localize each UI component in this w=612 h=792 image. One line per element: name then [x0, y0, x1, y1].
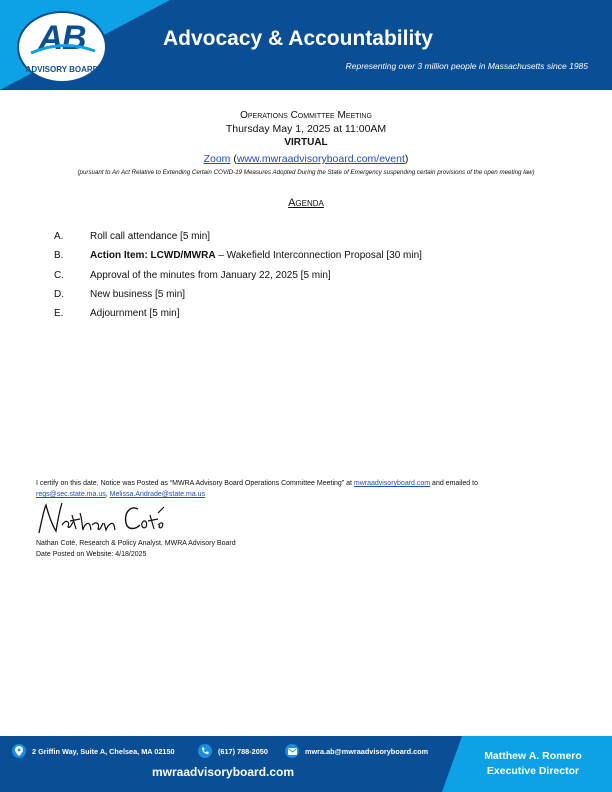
agenda-item	[54, 250, 574, 269]
executive-director-block	[458, 749, 608, 779]
melissa-email-link[interactable]: Melissa.Andrade@state.ma.us	[109, 491, 206, 498]
signer-name: Nathan Coté, Research & Policy Analyst, MWRA Advisory Board	[36, 540, 236, 547]
agenda-item-text	[90, 250, 422, 261]
agenda-item-text	[90, 308, 180, 319]
date-posted: Date Posted on Website: 4/18/2025	[36, 551, 147, 558]
agenda-item-letter: D.	[54, 288, 64, 300]
meeting-datetime: Thursday May 1, 2025 at 11:00AM	[225, 123, 387, 135]
footer-phone	[198, 743, 268, 759]
footer-address	[12, 743, 175, 759]
agenda-item-text-body: Approval of the minutes from January 22, 2025 [5 min]	[90, 269, 331, 281]
agenda-item	[54, 270, 574, 289]
phone-icon	[198, 744, 212, 758]
address-text: 2 Griffin Way, Suite A, Chelsea, MA 02150	[32, 746, 175, 756]
cert-text-before: I certify on this date, Notice was Posted as “MWRA Advisory Board Operations Committee Meeting” at	[36, 480, 354, 487]
agenda-item	[54, 289, 574, 308]
footer-banner	[0, 736, 612, 792]
agenda-item	[54, 231, 574, 250]
legal-note: (pursuant to An Act Relative to Extending Certain COVID-19 Measures Adopted During the State of Emergency suspending certain provisions of the open meeting law)	[77, 169, 535, 176]
cert-text-middle: and emailed to	[430, 480, 478, 487]
meeting-title: Operations Committee Meeting	[240, 110, 372, 121]
agenda-item-text	[90, 231, 210, 242]
email-icon	[285, 744, 299, 758]
logo-letters: AB	[38, 19, 86, 57]
agenda-item-text	[90, 289, 185, 300]
logo-swoosh-icon	[29, 43, 97, 57]
zoom-link[interactable]: Zoom	[203, 153, 231, 165]
zoom-paren-close: )	[404, 153, 409, 165]
event-url-link[interactable]: www.mwraadvisoryboard.com/event	[236, 153, 405, 165]
zoom-line	[0, 153, 612, 165]
email-link[interactable]: mwra.ab@mwraadvisoryboard.com	[305, 746, 429, 756]
location-icon	[12, 744, 26, 758]
logo-text: ADVISORY BOARD	[25, 65, 99, 74]
director-name: Matthew A. Romero	[484, 750, 582, 762]
banner-tagline: Representing over 3 million people in Massachusetts since 1985	[345, 61, 588, 71]
agenda-item	[54, 308, 574, 327]
handwritten-signature	[36, 499, 176, 539]
website-link[interactable]: mwraadvisoryboard.com	[353, 480, 431, 487]
certification-statement	[36, 478, 576, 500]
cert-separator: ,	[105, 491, 110, 498]
agenda-item-text-body: – Wakefield Interconnection Proposal [30 min]	[215, 250, 422, 262]
regs-email-link[interactable]: regs@sec.state.ma.us	[36, 491, 106, 498]
advisory-board-logo	[17, 11, 107, 83]
agenda-item-text-body: New business [5 min]	[90, 288, 186, 300]
banner-title: Advocacy & Accountability	[163, 27, 433, 50]
agenda-item-text	[90, 270, 331, 281]
agenda-item-letter: C.	[54, 269, 64, 281]
agenda-item-text-body: Adjournment [5 min]	[90, 308, 180, 320]
agenda-heading: Agenda	[288, 197, 324, 209]
agenda-item-letter: A.	[54, 231, 64, 242]
phone-text: (617) 788-2050	[218, 746, 268, 756]
meeting-format: VIRTUAL	[284, 137, 328, 148]
letterhead-banner	[0, 0, 612, 90]
signer-block	[36, 538, 236, 560]
agenda-item-letter: E.	[54, 308, 64, 320]
agenda-item-letter: B.	[54, 250, 64, 262]
footer-email	[285, 743, 428, 759]
agenda-item-bold: Action Item: LCWD/MWRA	[90, 250, 216, 262]
agenda-list	[54, 231, 574, 327]
director-title: Executive Director	[486, 765, 580, 777]
agenda-item-text-body: Roll call attendance [5 min]	[90, 231, 211, 242]
zoom-paren-open: (	[233, 153, 237, 165]
footer-website[interactable]: mwraadvisoryboard.com	[152, 765, 295, 779]
